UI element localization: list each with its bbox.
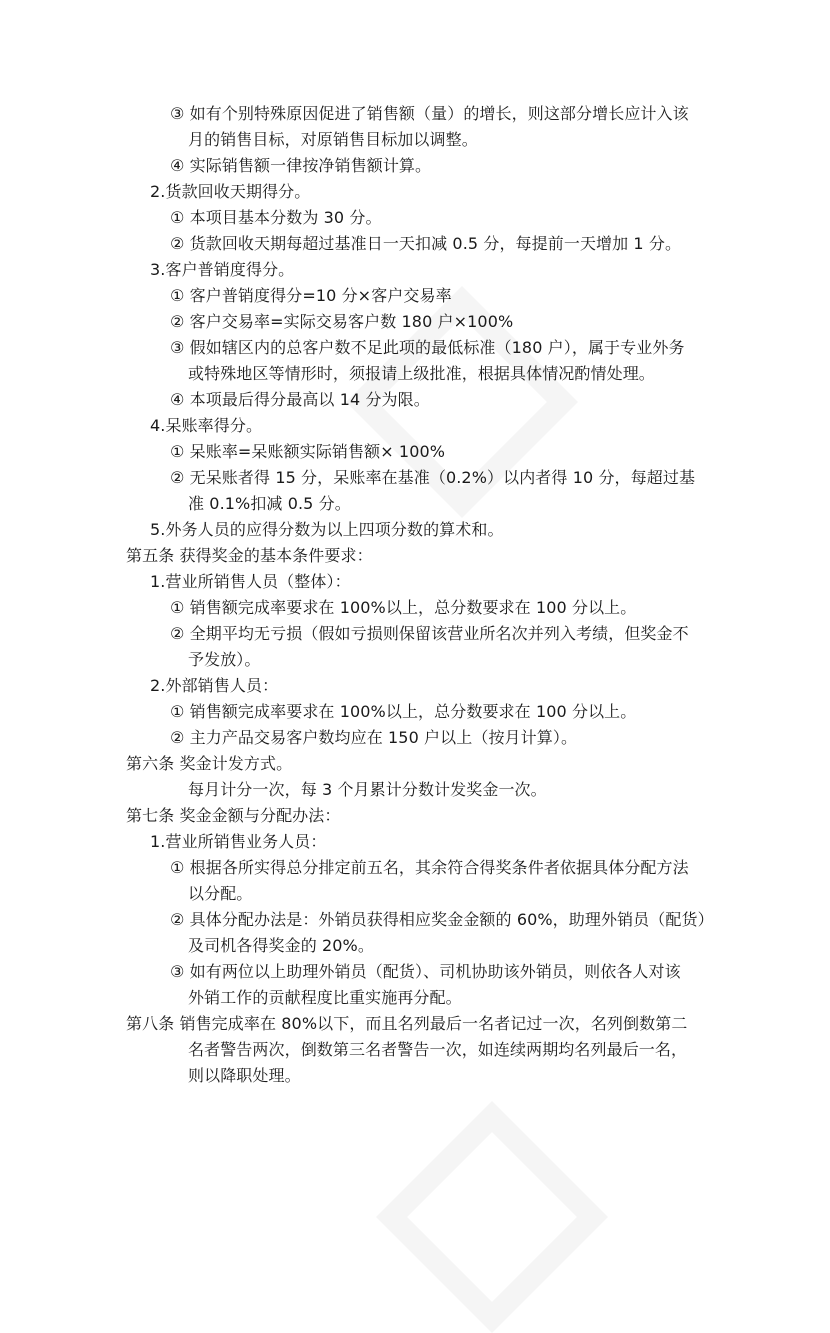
text-line: ① 销售额完成率要求在 100%以上，总分数要求在 100 分以上。	[170, 702, 637, 721]
text-line: 外销工作的贡献程度比重实施再分配。	[188, 988, 462, 1007]
text-line: ② 具体分配办法是：外销员获得相应奖金金额的 60%，助理外销员（配货）	[170, 910, 714, 929]
text-line: ② 货款回收天期每超过基准日一天扣减 0.5 分，每提前一天增加 1 分。	[170, 234, 682, 253]
text-line: 或特殊地区等情形时，须报请上级批准，根据具体情况酌情处理。	[188, 364, 655, 383]
text-line: ② 客户交易率=实际交易客户数 180 户×100%	[170, 312, 514, 331]
text-line: 以分配。	[188, 884, 253, 903]
text-line: 2.外部销售人员：	[150, 676, 279, 695]
text-line: 第五条 获得奖金的基本条件要求：	[126, 546, 373, 565]
text-line: ② 全期平均无亏损（假如亏损则保留该营业所名次并列入考绩，但奖金不	[170, 624, 689, 643]
text-line: 准 0.1%扣减 0.5 分。	[188, 494, 351, 513]
text-line: 1.营业所销售人员（整体）：	[150, 572, 351, 591]
watermark-diamond-bottom	[390, 1115, 590, 1235]
text-line: 及司机各得奖金的 20%。	[188, 936, 374, 955]
text-line: 4.呆账率得分。	[150, 416, 263, 435]
text-line: 每月计分一次，每 3 个月累计分数计发奖金一次。	[188, 780, 547, 799]
text-line: 1.营业所销售业务人员：	[150, 832, 327, 851]
text-line: 第七条 奖金金额与分配办法：	[126, 806, 341, 825]
text-line: 3.客户普销度得分。	[150, 260, 295, 279]
text-line: ③ 如有个别特殊原因促进了销售额（量）的增长，则这部分增长应计入该	[170, 104, 689, 123]
text-line: ② 无呆账者得 15 分，呆账率在基准（0.2%）以内者得 10 分，每超过基	[170, 468, 696, 487]
text-line: 月的销售目标，对原销售目标加以调整。	[188, 130, 478, 149]
text-line: ① 客户普销度得分=10 分×客户交易率	[170, 286, 452, 305]
text-line: ③ 如有两位以上助理外销员（配货）、司机协助该外销员，则依各人对该	[170, 962, 681, 981]
text-line: ① 呆账率=呆账额实际销售额× 100%	[170, 442, 446, 461]
text-line: 予发放）。	[188, 650, 261, 669]
text-line: 则以降职处理。	[188, 1066, 301, 1085]
text-line: 名者警告两次，倒数第三名者警告一次，如连续两期均名列最后一名，	[188, 1040, 688, 1059]
text-line: ① 根据各所实得总分排定前五名，其余符合得奖条件者依据具体分配方法	[170, 858, 689, 877]
text-line: ① 销售额完成率要求在 100%以上，总分数要求在 100 分以上。	[170, 598, 637, 617]
text-line: ② 主力产品交易客户数均应在 150 户以上（按月计算）。	[170, 728, 578, 747]
text-line: ③ 假如辖区内的总客户数不足此项的最低标准（180 户），属于专业外务	[170, 338, 685, 357]
text-line: 5.外务人员的应得分数为以上四项分数的算术和。	[150, 520, 504, 539]
text-line: 第八条 销售完成率在 80%以下，而且名列最后一名者记过一次，名列倒数第二	[126, 1014, 688, 1033]
text-line: ① 本项目基本分数为 30 分。	[170, 208, 382, 227]
text-line: ④ 实际销售额一律按净销售额计算。	[170, 156, 432, 175]
text-line: ④ 本项最后得分最高以 14 分为限。	[170, 390, 430, 409]
text-line: 第六条 奖金计发方式。	[126, 754, 293, 773]
text-line: 2.货款回收天期得分。	[150, 182, 311, 201]
